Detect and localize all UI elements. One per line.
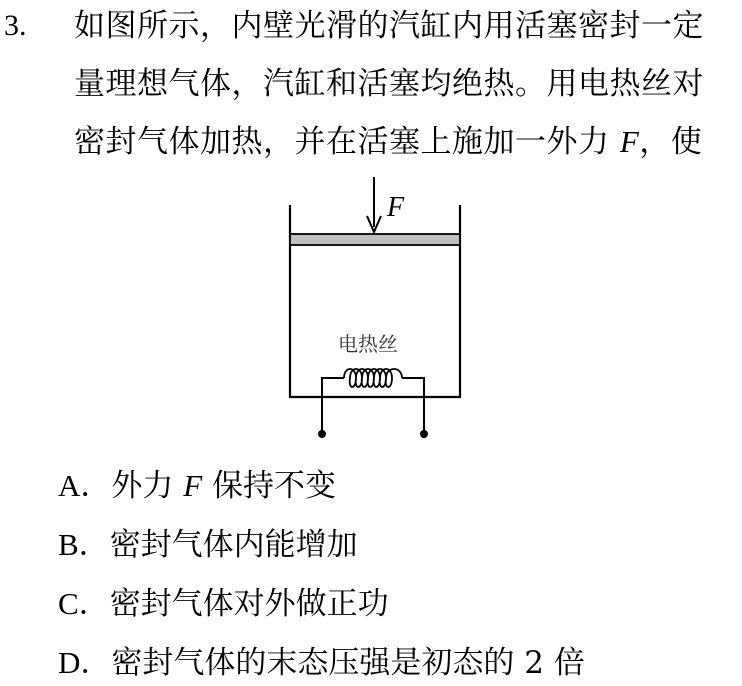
cylinder-diagram xyxy=(270,170,470,445)
option-c-text: 密封气体对外做正功 xyxy=(109,586,389,622)
piston xyxy=(290,234,460,245)
stem-line-3-text: 密封气体加热，并在活塞上施加一外力 xyxy=(74,124,620,160)
question-stem-line-1: 如图所示，内壁光滑的汽缸内用活塞密封一定 xyxy=(74,8,704,44)
option-d-text: 密封气体的末态压强是初态的 2 倍 xyxy=(111,645,585,681)
option-d[interactable] xyxy=(58,643,585,683)
terminal-left xyxy=(318,430,326,438)
force-label: F xyxy=(387,192,405,223)
option-a-text-pre: 外力 xyxy=(111,468,184,504)
question-number: 3. xyxy=(4,9,27,42)
heater-label: 电热丝 xyxy=(338,332,398,356)
stem-line-3-end: ，使 xyxy=(639,124,703,160)
heater-wire-left xyxy=(322,378,344,432)
option-b[interactable] xyxy=(58,525,358,565)
option-c[interactable] xyxy=(58,584,389,624)
terminal-right xyxy=(420,430,428,438)
force-variable: F xyxy=(619,124,640,159)
heater-coil xyxy=(344,369,402,387)
option-a-letter: A． xyxy=(58,468,112,503)
option-a-variable: F xyxy=(183,468,203,503)
heater-wire-right xyxy=(402,378,424,432)
question-stem-line-3 xyxy=(74,122,702,162)
option-b-letter: B． xyxy=(58,527,110,562)
option-a[interactable] xyxy=(58,466,336,506)
option-a-text-post: 保持不变 xyxy=(202,468,337,504)
option-c-letter: C． xyxy=(58,586,110,621)
option-d-letter: D． xyxy=(58,645,112,680)
option-b-text: 密封气体内能增加 xyxy=(109,527,358,563)
question-stem-line-2: 量理想气体，汽缸和活塞均绝热。用电热丝对 xyxy=(74,66,704,102)
